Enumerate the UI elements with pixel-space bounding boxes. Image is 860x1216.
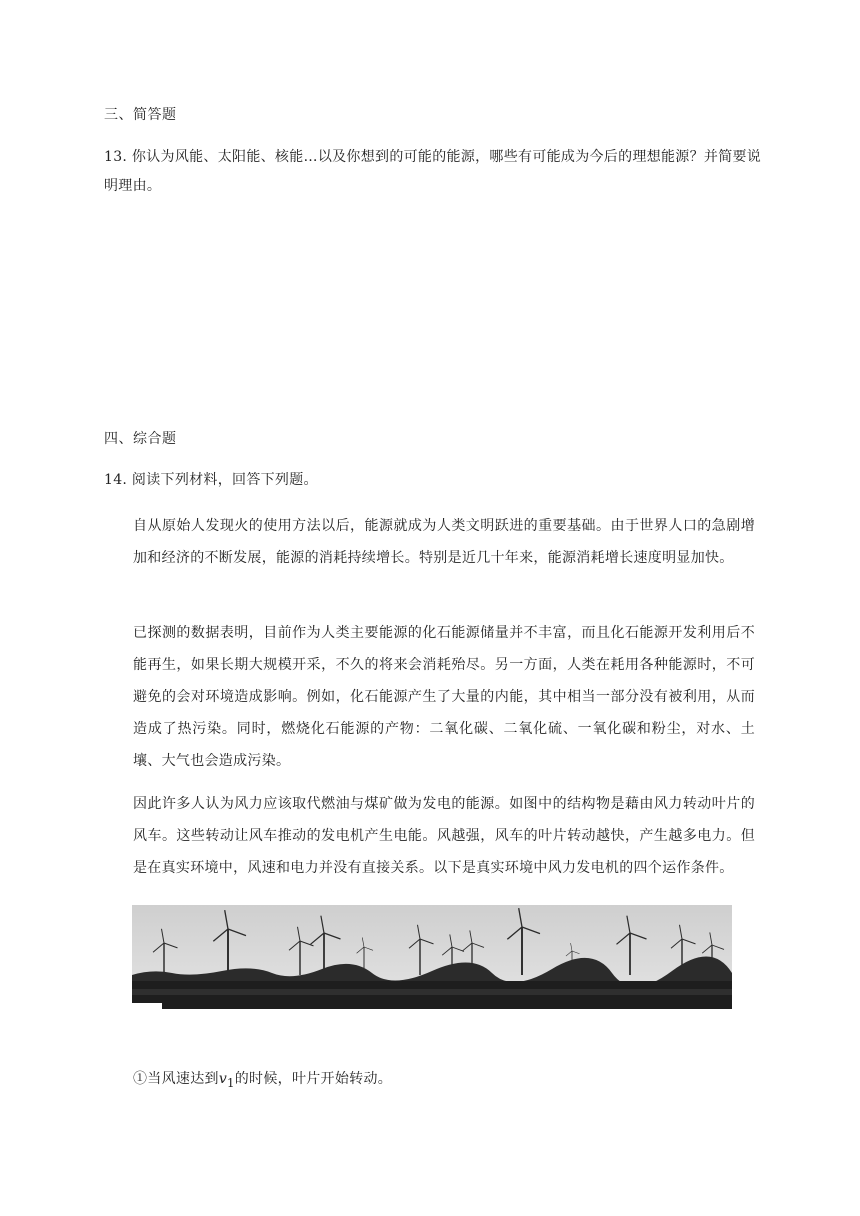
condition-1-prefix: ①当风速达到 [133,1071,219,1087]
section-heading-comprehensive: 四、综合题 [104,431,177,447]
material-paragraph-2: 已探测的数据表明，目前作为人类主要能源的化石能源储量并不丰富，而且化石能源开发利用后不能再生，如果长期大规模开采，不久的将来会消耗殆尽。另一方面，人类在耗用各种能源时，不可避免的会对环境造成影响。例如，化石能源产生了大量的内能，其中相当一部分没有被利用，从而造成了热污染。同时，燃烧化石能源的产物：二氧化碳、二氧化硫、一氧化碳和粉尘，对水、土壤、大气也会造成污染。 [133,625,755,769]
condition-1 [133,1068,392,1090]
section-heading-short-answer: 三、简答题 [104,107,177,123]
question-13: 13. 你认为风能、太阳能、核能…以及你想到的可能的能源，哪些有可能成为今后的理想能源？并简要说明理由。 [104,149,762,194]
material-paragraph-1: 自从原始人发现火的使用方法以后，能源就成为人类文明跃进的重要基础。由于世界人口的急剧增加和经济的不断发展，能源的消耗持续增长。特别是近几十年来，能源消耗增长速度明显加快。 [133,518,755,566]
question-14-intro: 14. 阅读下列材料，回答下列题。 [104,472,318,488]
condition-1-suffix: 的时候，叶片开始转动。 [234,1071,393,1087]
condition-1-variable: v [218,1071,228,1087]
wind-farm-photo [132,905,732,1009]
condition-1-subscript: 1 [227,1075,235,1090]
material-paragraph-3: 因此许多人认为风力应该取代燃油与煤矿做为发电的能源。如图中的结构物是藉由风力转动叶片的风车。这些转动让风车推动的发电机产生电能。风越强，风车的叶片转动越快，产生越多电力。但是在真实环境中，风速和电力并没有直接关系。以下是真实环境中风力发电机的四个运作条件。 [133,796,755,876]
